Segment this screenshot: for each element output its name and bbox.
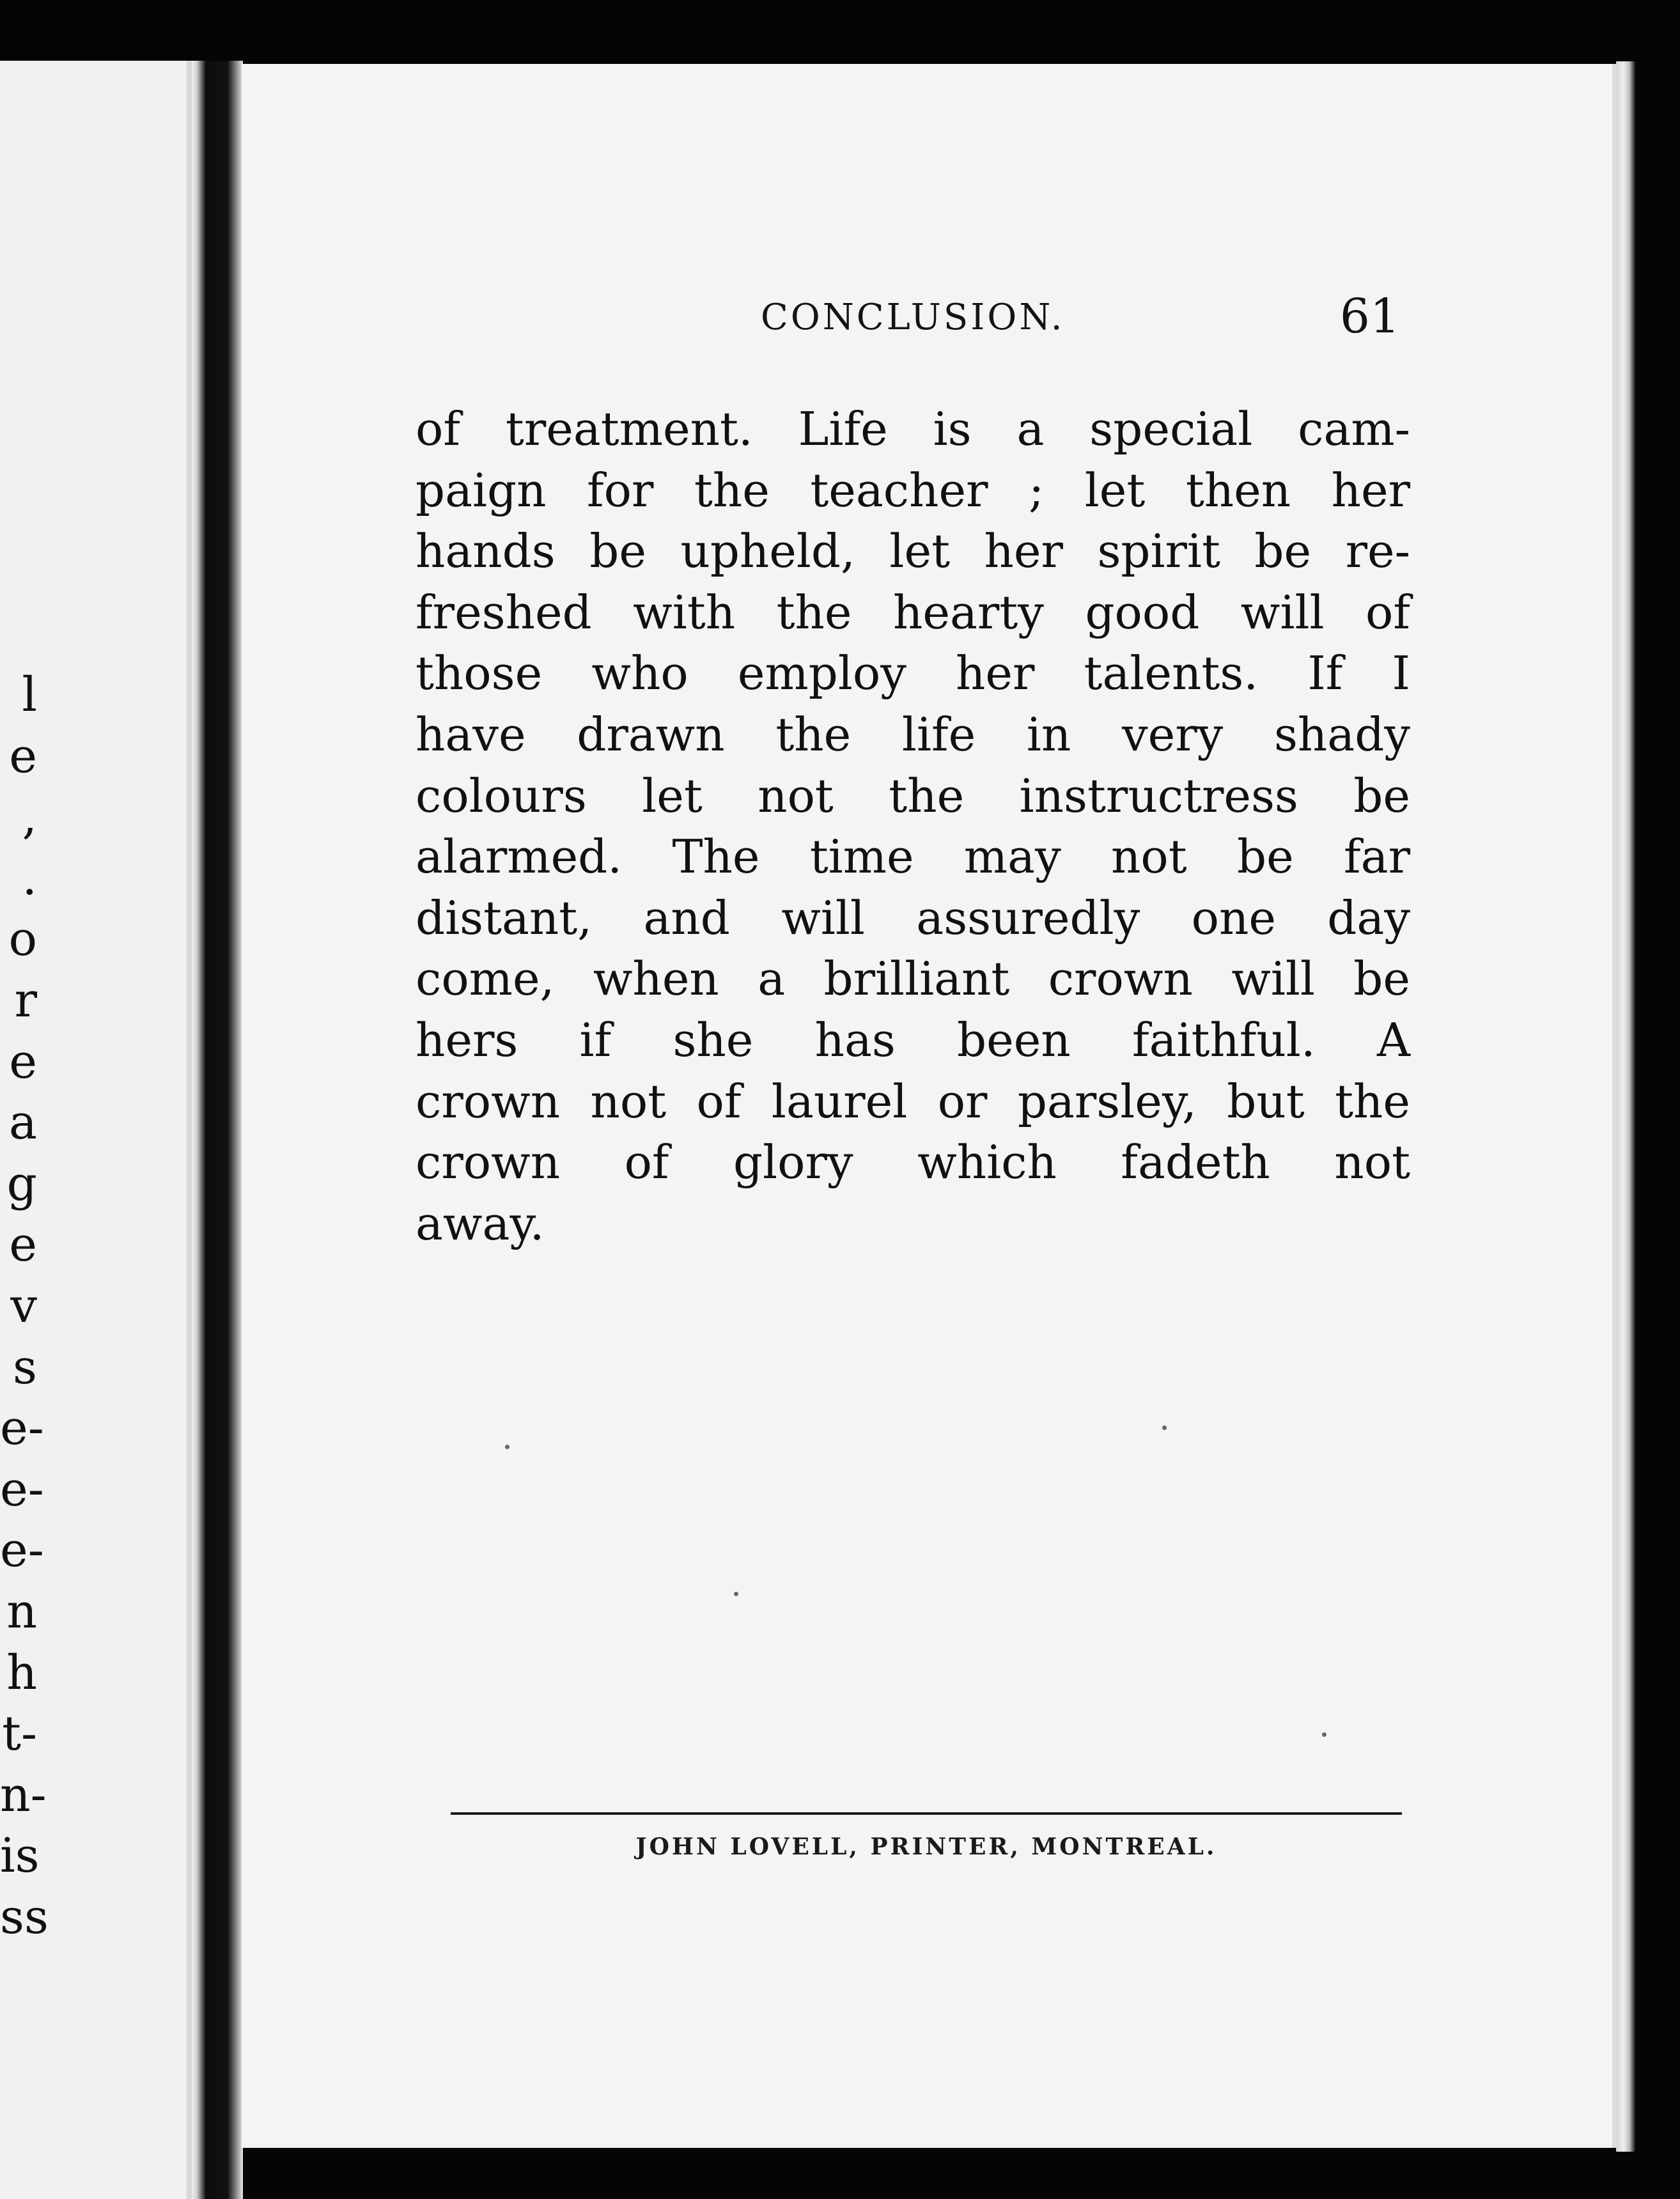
book-spine-shadow	[192, 61, 243, 2199]
text-line: distant, and will assuredly one day	[416, 890, 1410, 945]
left-fragment: v	[10, 1278, 37, 1333]
left-fragment: o	[8, 912, 37, 967]
left-fragment: e-	[0, 1401, 44, 1456]
text-line: freshed with the hearty good will of	[416, 585, 1410, 639]
left-fragment: e-	[0, 1461, 44, 1517]
text-line: come, when a brilliant crown will be	[416, 952, 1410, 1006]
text-line: have drawn the life in very shady	[416, 707, 1410, 761]
left-fragment: e	[9, 728, 37, 784]
left-fragment: e-	[0, 1523, 44, 1578]
left-fragment: r	[14, 972, 37, 1028]
left-fragment: e	[9, 1217, 37, 1273]
page-header	[761, 289, 1400, 353]
left-fragment: t-	[2, 1706, 37, 1762]
text-line: away.	[416, 1196, 545, 1250]
running-head: CONCLUSION.	[761, 297, 1065, 338]
facing-page-left	[0, 61, 192, 2199]
page-gutter	[187, 61, 192, 2199]
left-fragment: h	[6, 1645, 37, 1700]
page-edge-shadow	[1616, 61, 1635, 2152]
text-line: those who employ her talents. If I	[416, 646, 1410, 701]
footer-rule	[451, 1812, 1402, 1815]
text-line: hers if she has been faithful. A	[416, 1013, 1410, 1067]
printer-imprint: JOHN LOVELL, PRINTER, MONTREAL.	[635, 1833, 1217, 1860]
text-line: crown of glory which fadeth not	[416, 1135, 1410, 1190]
left-fragment: .	[22, 850, 37, 906]
text-line: alarmed. The time may not be far	[416, 830, 1410, 884]
page-number: 61	[1339, 289, 1400, 344]
left-fragment: ss	[0, 1889, 49, 1945]
left-fragment: l	[22, 667, 37, 722]
text-line: of treatment. Life is a special cam-	[416, 402, 1410, 456]
left-page-text-fragments	[0, 665, 49, 1948]
left-fragment: n-	[0, 1767, 47, 1822]
text-line: hands be upheld, let her spirit be re-	[416, 524, 1410, 579]
text-line: crown not of laurel or parsley, but the	[416, 1074, 1410, 1128]
body-text	[416, 399, 1410, 1254]
left-fragment: a	[8, 1095, 37, 1151]
left-fragment: s	[13, 1339, 37, 1395]
left-fragment: n	[6, 1583, 37, 1639]
left-fragment: e	[9, 1034, 37, 1089]
left-fragment: is	[0, 1828, 40, 1884]
left-fragment: ,	[22, 789, 37, 845]
left-fragment: g	[6, 1156, 37, 1211]
text-line: paign for the teacher ; let then her	[416, 463, 1410, 517]
text-line: colours let not the instructress be	[416, 768, 1410, 823]
